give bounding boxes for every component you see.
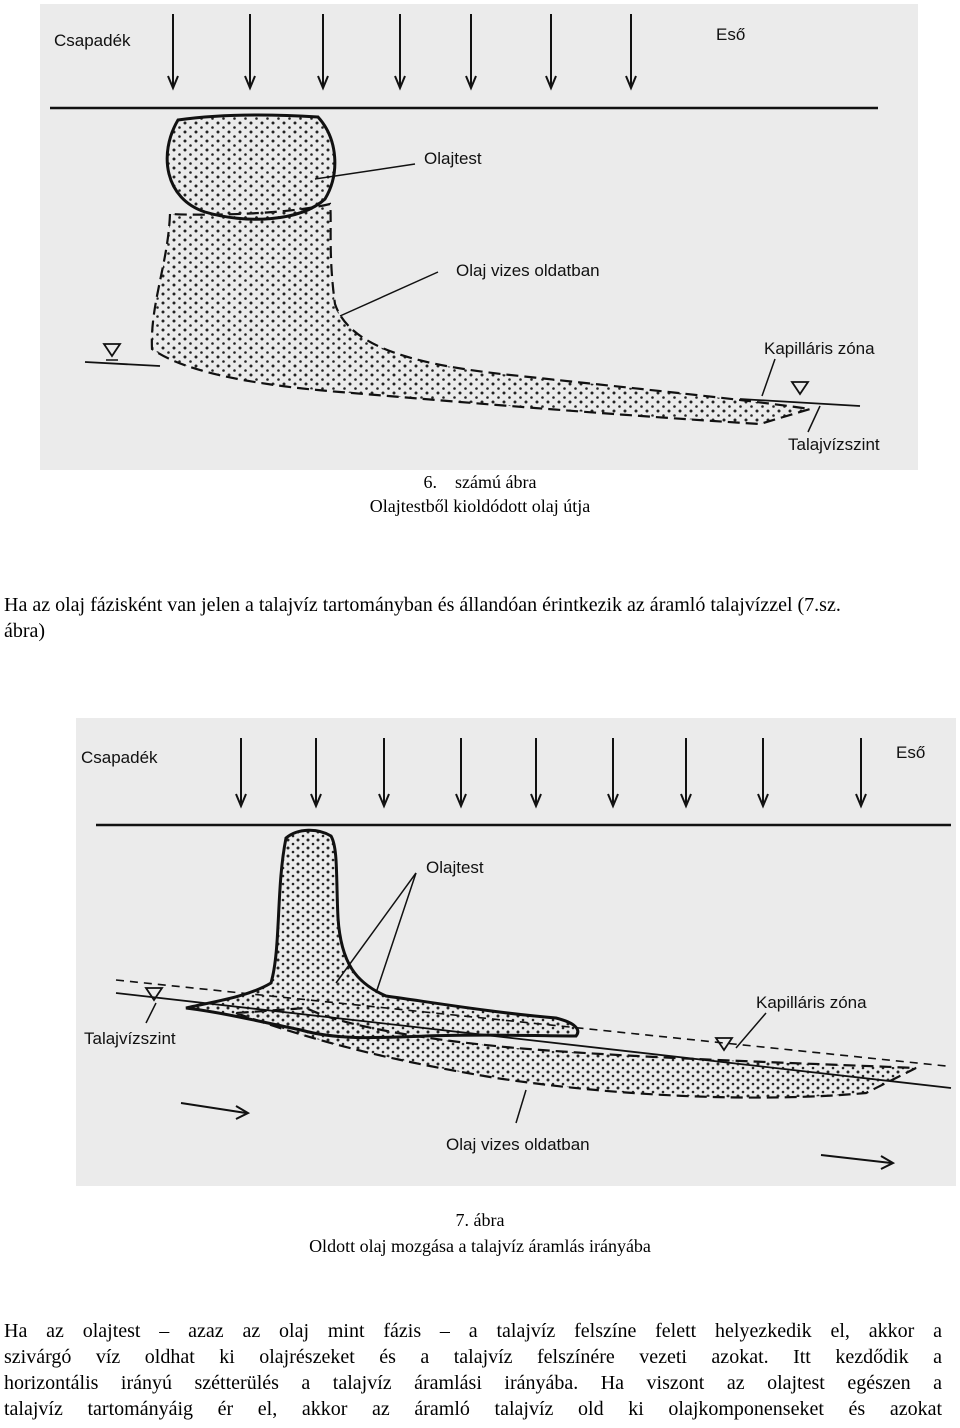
- label-water-table: Talajvízszint: [788, 435, 880, 454]
- label-oil-solution: Olaj vizes oldatban: [446, 1135, 590, 1154]
- figure-7-diagram: [76, 718, 956, 1186]
- water-table-marker-right: [792, 382, 808, 394]
- label-precipitation: Csapadék: [81, 748, 158, 767]
- figure-6-svg: [40, 4, 918, 470]
- label-oil-body: Olajtest: [424, 149, 482, 168]
- label-capillary-zone: Kapilláris zóna: [756, 993, 867, 1012]
- paragraph-2-line-3: horizontális irányú szétterülés a talajvíz áramlási irányába. Ha viszont az olajtest egészen a: [4, 1372, 942, 1394]
- paragraph-2-line-4: talajvíz tartományáig ér el, akkor az áramló talajvíz old ki olajkomponenseket és azokat: [4, 1398, 942, 1420]
- paragraph-2: [4, 1318, 942, 1422]
- label-rain: Eső: [716, 25, 746, 44]
- water-table-left: [85, 362, 160, 366]
- label-oil-solution: Olaj vizes oldatban: [456, 261, 600, 280]
- figure-6-caption-text: Olajtestből kioldódott olaj útja: [369, 496, 591, 516]
- oil-solution-plume: [152, 204, 810, 424]
- figure-6-caption-number: 6.: [423, 472, 438, 492]
- label-water-table: Talajvízszint: [84, 1029, 176, 1048]
- figure-7-caption-text: Oldott olaj mozgása a talajvíz áramlás irányába: [309, 1236, 651, 1256]
- label-precipitation: Csapadék: [54, 31, 131, 50]
- figure-7-caption-title: 7. ábra: [455, 1210, 505, 1230]
- label-capillary-zone: Kapilláris zóna: [764, 339, 875, 358]
- figure-7-svg: [76, 718, 956, 1186]
- rain-arrows: [236, 738, 866, 806]
- oil-body: [167, 115, 335, 219]
- water-table-marker-left: [104, 344, 120, 356]
- paragraph-2-line-1: Ha az olajtest – azaz az olaj mint fázis – a talajvíz felszíne felett helyezkedik el, akkor a: [4, 1320, 942, 1342]
- rain-arrows: [168, 14, 636, 88]
- label-rain: Eső: [896, 743, 926, 762]
- figure-6-diagram: [40, 4, 918, 470]
- label-oil-body: Olajtest: [426, 858, 484, 877]
- paragraph-1: Ha az olaj fázisként van jelen a talajvíz tartományban és állandóan érintkezik az áramló talajvízzel (7.sz. ábra): [4, 594, 841, 642]
- figure-6-caption-title: számú ábra: [455, 472, 537, 492]
- paragraph-2-line-2: szivárgó víz oldhat ki olajrészeket és a talajvíz felszínére vezeti azokat. Itt kezdődik a: [4, 1346, 942, 1368]
- figure-6-caption-line1: [0, 470, 960, 494]
- oil-body: [186, 830, 578, 1037]
